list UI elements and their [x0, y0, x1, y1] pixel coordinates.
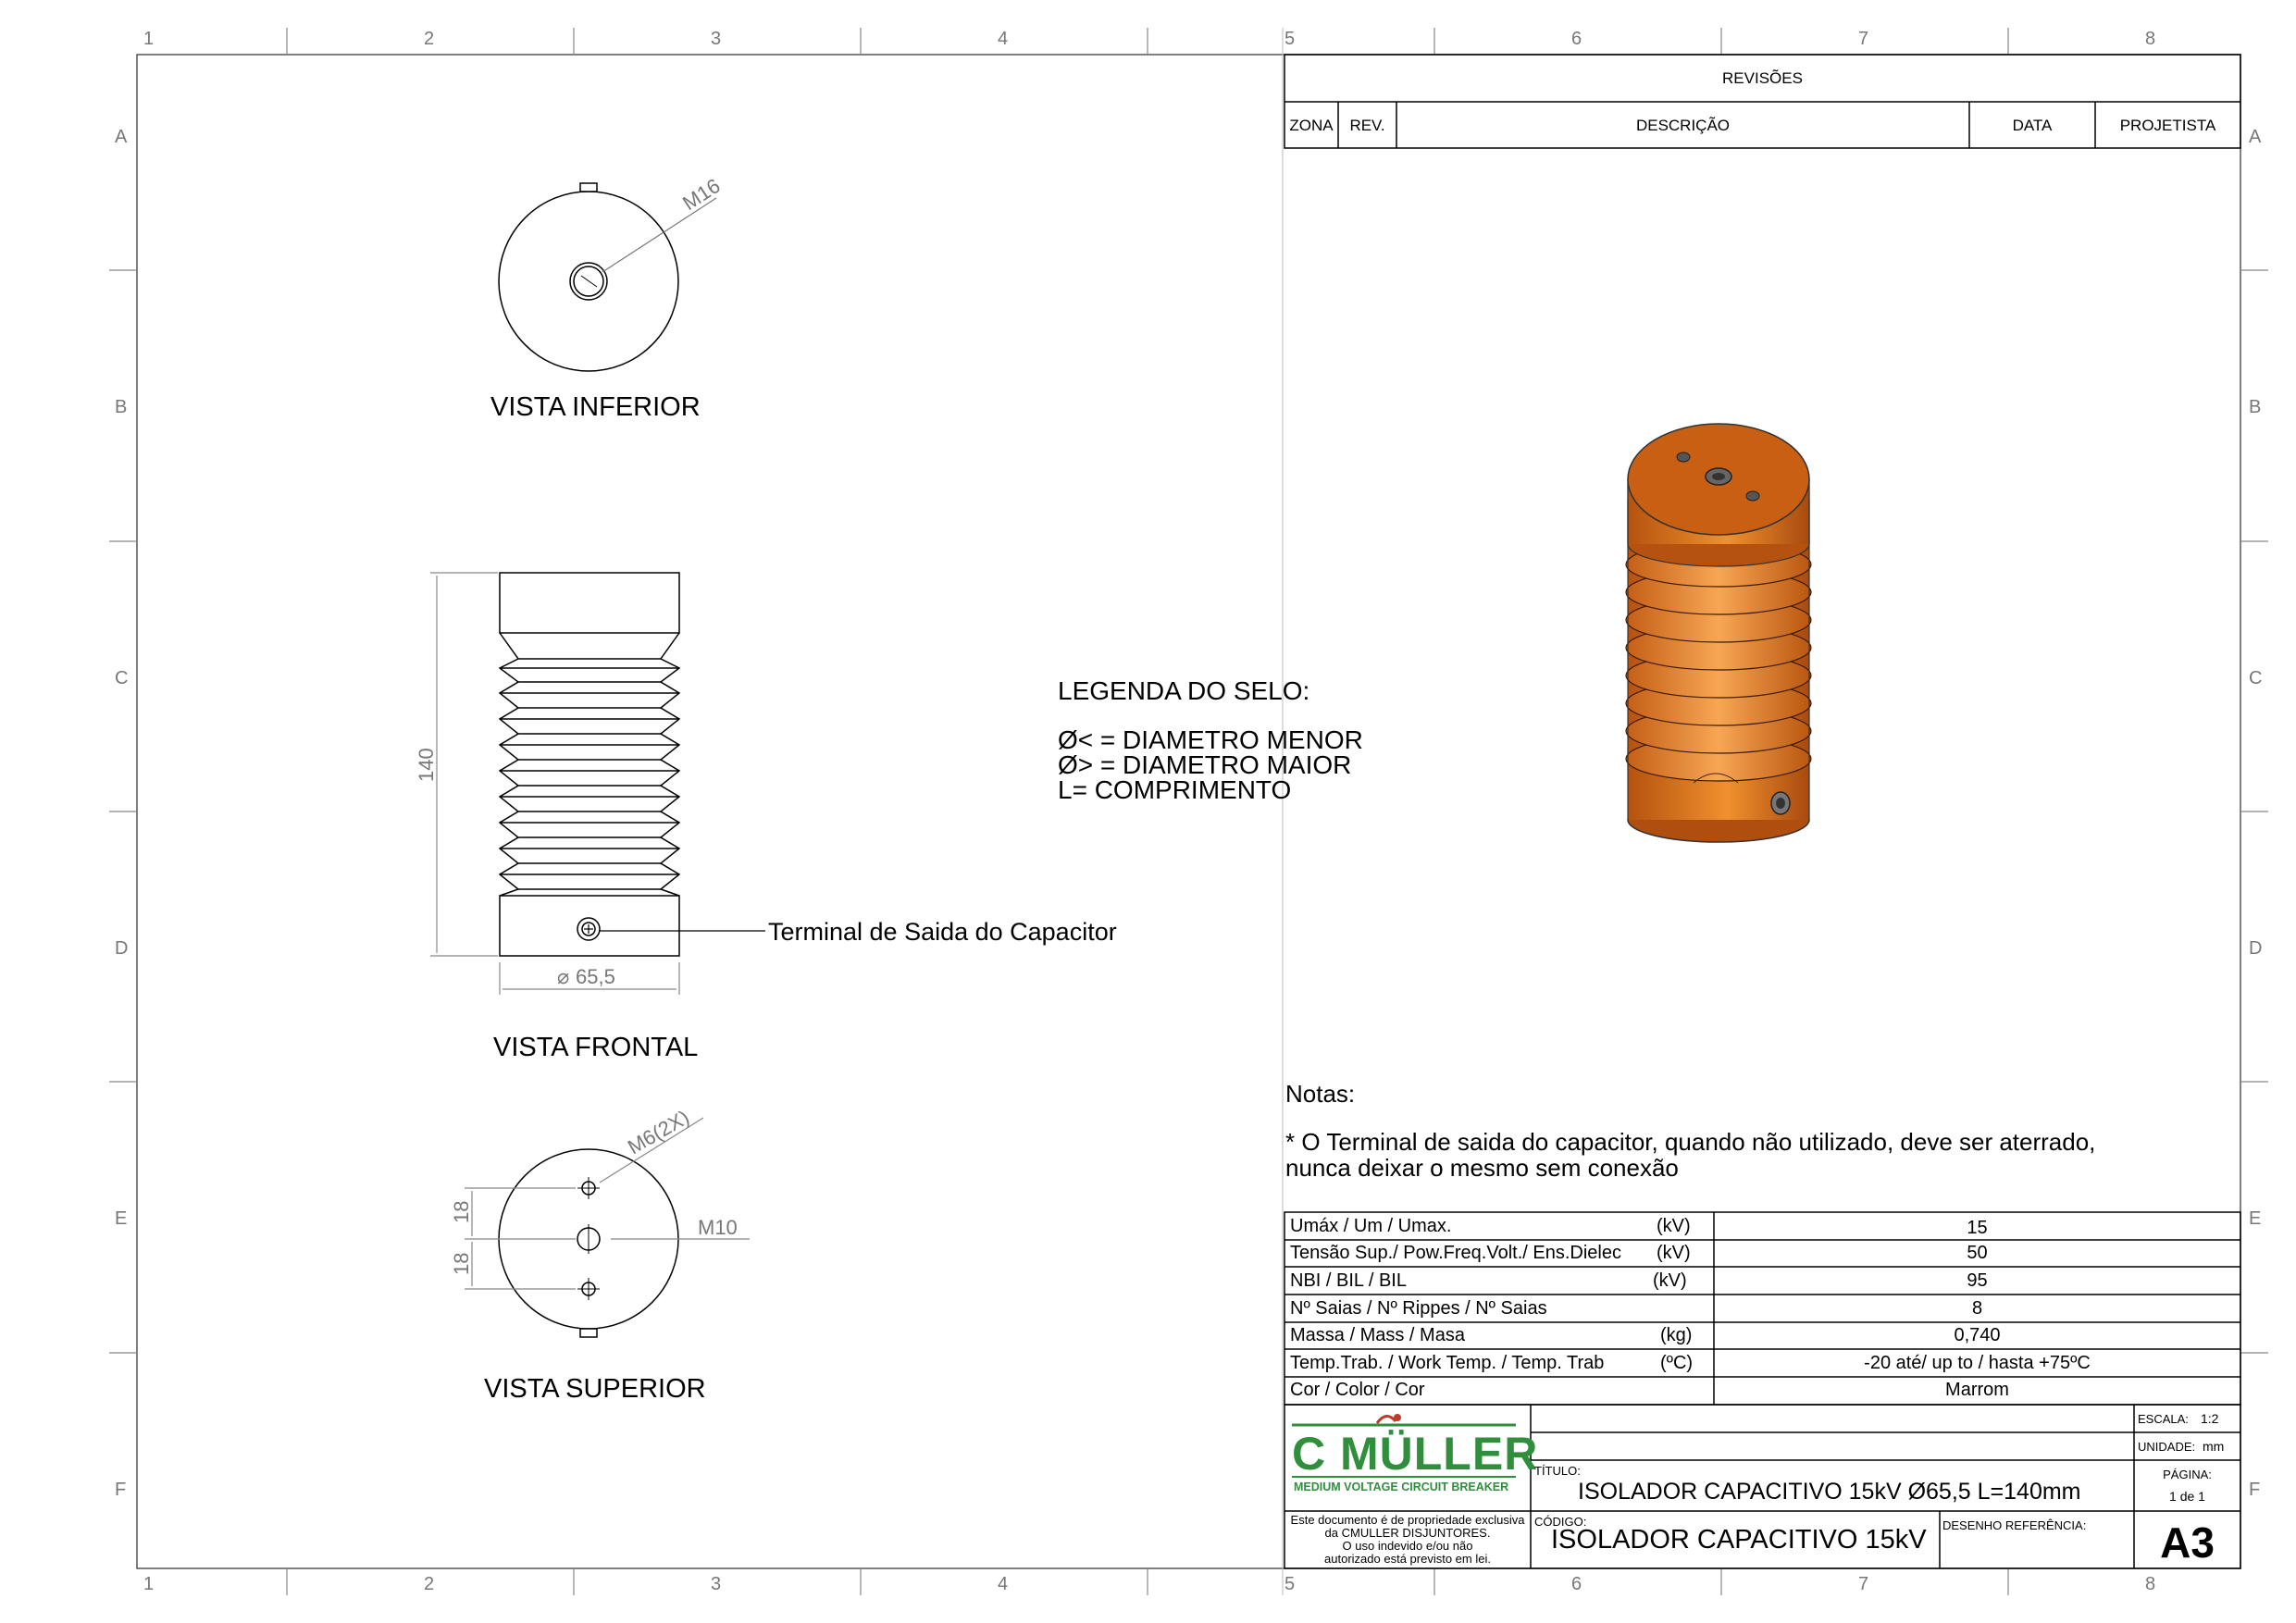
- desenho-referencia-label: DESENHO REFERÊNCIA:: [1942, 1518, 2087, 1532]
- zone-col-3: 3: [711, 29, 722, 49]
- spec-unit-umax: (kV): [1657, 1216, 1691, 1236]
- zone-row-c: C: [115, 668, 129, 688]
- top-view-label: VISTA SUPERIOR: [484, 1374, 706, 1404]
- drawing-title: ISOLADOR CAPACITIVO 15kV Ø65,5 L=140mm: [1578, 1479, 2081, 1505]
- top-view-drawing: [499, 1149, 678, 1337]
- spec-label-cor: Cor / Color / Cor: [1290, 1380, 1425, 1400]
- front-view-dim-diameter: 65,5: [576, 965, 615, 988]
- logo-spark-icon: [1377, 1416, 1396, 1423]
- top-view-dim-spacing-2: 18: [450, 1252, 473, 1275]
- unidade-label: UNIDADE:: [2138, 1440, 2196, 1454]
- zone-col-7: 7: [1858, 29, 1869, 49]
- spec-label-nbi: NBI / BIL / BIL: [1290, 1270, 1407, 1291]
- notes-title: Notas:: [1285, 1080, 1356, 1108]
- zone-row-f: F: [115, 1480, 127, 1500]
- zone-col-7-bottom: 7: [1858, 1574, 1869, 1594]
- spec-value-saias: 8: [1971, 1298, 1983, 1319]
- bottom-view-label: VISTA INFERIOR: [490, 392, 701, 422]
- ownership-line-4: autorizado está previsto em lei.: [1324, 1552, 1491, 1566]
- spec-value-nbi: 95: [1967, 1270, 1988, 1291]
- rev-header-descricao: DESCRIÇÃO: [1635, 117, 1731, 134]
- zone-col-3-bottom: 3: [711, 1574, 722, 1594]
- spec-value-umax: 15: [1967, 1218, 1988, 1238]
- ownership-line-2: da CMULLER DISJUNTORES.: [1324, 1526, 1491, 1540]
- zone-row-a: A: [115, 127, 128, 147]
- terminal-callout: Terminal de Saida do Capacitor: [768, 918, 1117, 946]
- top-view-dims: [465, 1118, 750, 1289]
- isometric-render: [1626, 424, 1811, 842]
- spec-unit-temp: (ºC): [1660, 1353, 1694, 1373]
- spec-value-temp: -20 até/ up to / hasta +75ºC: [1864, 1353, 2091, 1373]
- zone-col-5-bottom: 5: [1285, 1574, 1296, 1594]
- rev-header-zona: ZONA: [1289, 117, 1334, 134]
- notes-line-2: nunca deixar o mesmo sem conexão: [1285, 1154, 1679, 1182]
- unidade-value: mm: [2203, 1439, 2225, 1454]
- zone-col-6-bottom: 6: [1571, 1574, 1582, 1594]
- zone-col-2-bottom: 2: [424, 1574, 435, 1594]
- spec-label-temp: Temp.Trab. / Work Temp. / Temp. Trab: [1290, 1353, 1605, 1373]
- legend-line-2: Ø> = DIAMETRO MAIOR: [1058, 750, 1352, 779]
- spec-unit-nbi: (kV): [1653, 1270, 1687, 1291]
- zone-row-c-right: C: [2249, 668, 2263, 688]
- revisions-title: REVISÕES: [1722, 69, 1803, 87]
- titulo-label: TÍTULO:: [1534, 1464, 1581, 1478]
- spec-value-massa: 0,740: [1954, 1325, 2001, 1345]
- ownership-line-1: Este documento é de propriedade exclusiva: [1290, 1513, 1525, 1527]
- front-view-dim-height: 140: [415, 748, 438, 782]
- diameter-symbol: ⌀: [557, 965, 570, 988]
- spec-value-cor: Marrom: [1945, 1380, 2009, 1400]
- logo-text: C MÜLLER: [1292, 1428, 1539, 1480]
- zone-row-e-right: E: [2249, 1208, 2262, 1229]
- spec-unit-tensao: (kV): [1657, 1243, 1691, 1263]
- zone-col-2: 2: [424, 29, 435, 49]
- zone-row-b-right: B: [2249, 397, 2262, 417]
- zone-row-d: D: [115, 938, 129, 959]
- zone-row-d-right: D: [2249, 938, 2263, 959]
- spec-value-tensao: 50: [1967, 1243, 1988, 1263]
- zone-col-1: 1: [143, 29, 155, 49]
- spec-label-tensao: Tensão Sup./ Pow.Freq.Volt./ Ens.Dielec: [1290, 1243, 1621, 1263]
- legend-line-3: L= COMPRIMENTO: [1058, 775, 1292, 804]
- rev-header-data: DATA: [2012, 117, 2053, 134]
- zone-col-6: 6: [1571, 29, 1582, 49]
- rev-header-rev: REV.: [1349, 117, 1385, 134]
- rev-header-projetista: PROJETISTA: [2119, 117, 2216, 134]
- spec-unit-massa: (kg): [1660, 1325, 1693, 1345]
- zone-row-b: B: [115, 397, 128, 417]
- drawing-code: ISOLADOR CAPACITIVO 15kV: [1551, 1525, 1927, 1555]
- sheet-format: A3: [2160, 1518, 2215, 1567]
- spec-label-umax: Umáx / Um / Umax.: [1290, 1216, 1452, 1236]
- top-view-dim-m6: M6(2X): [624, 1105, 693, 1159]
- escala-value: 1:2: [2201, 1411, 2219, 1426]
- bottom-view-drawing: [499, 183, 716, 371]
- zone-col-8: 8: [2145, 29, 2156, 49]
- escala-label: ESCALA:: [2138, 1412, 2189, 1426]
- zone-row-e: E: [115, 1208, 128, 1229]
- pagina-label: PÁGINA:: [2163, 1468, 2212, 1481]
- front-view-drawing: [500, 573, 765, 956]
- legend-title: LEGENDA DO SELO:: [1058, 676, 1310, 705]
- ownership-line-3: O uso indevido e/ou não: [1342, 1539, 1473, 1553]
- top-view-dim-spacing-1: 18: [450, 1200, 473, 1223]
- bottom-view-dim-m16: M16: [678, 173, 725, 216]
- logo-subtitle: MEDIUM VOLTAGE CIRCUIT BREAKER: [1294, 1481, 1509, 1493]
- top-view-dim-m10: M10: [698, 1216, 738, 1239]
- zone-row-a-right: A: [2249, 127, 2262, 147]
- zone-col-4-bottom: 4: [998, 1574, 1009, 1594]
- front-view-label: VISTA FRONTAL: [493, 1033, 699, 1062]
- legend-line-1: Ø< = DIAMETRO MENOR: [1058, 725, 1363, 754]
- spec-label-massa: Massa / Mass / Masa: [1290, 1325, 1465, 1345]
- spec-label-saias: Nº Saias / Nº Rippes / Nº Saias: [1290, 1298, 1547, 1319]
- notes-line-1: * O Terminal de saida do capacitor, quando não utilizado, deve ser aterrado,: [1285, 1128, 2096, 1156]
- zone-col-1-bottom: 1: [143, 1574, 155, 1594]
- zone-col-5: 5: [1285, 29, 1296, 49]
- codigo-label: CÓDIGO:: [1534, 1515, 1587, 1529]
- zone-row-f-right: F: [2249, 1480, 2261, 1500]
- pagina-value: 1 de 1: [2169, 1489, 2205, 1504]
- zone-col-8-bottom: 8: [2145, 1574, 2156, 1594]
- zone-col-4: 4: [998, 29, 1009, 49]
